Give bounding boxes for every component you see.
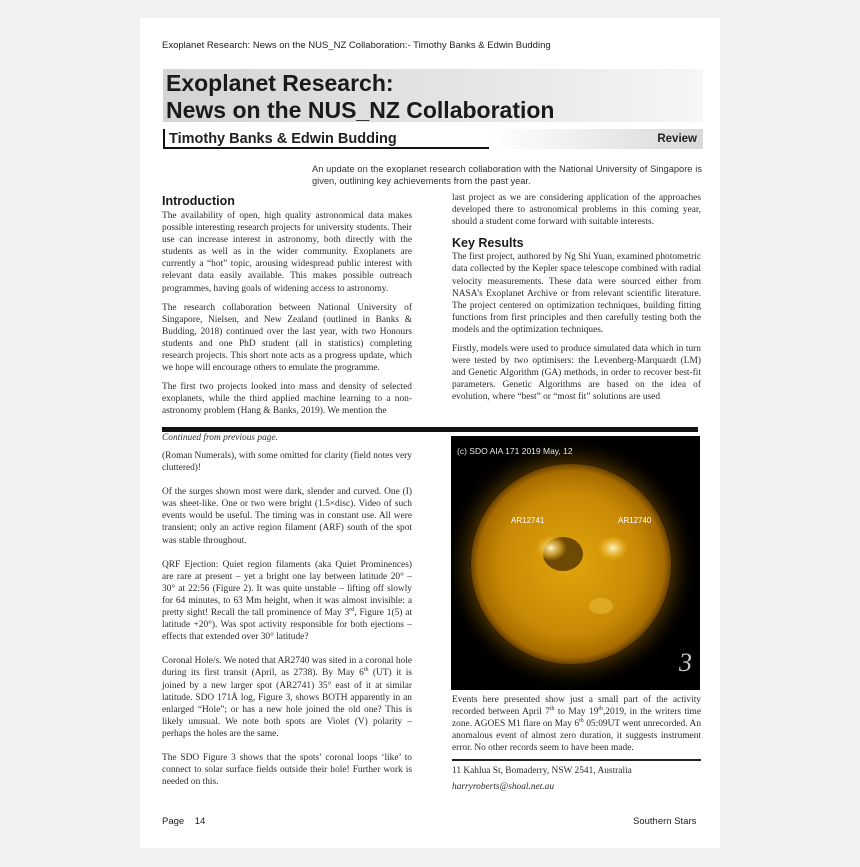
right-column-bottom (452, 694, 701, 761)
figure-number: 3 (679, 648, 692, 677)
sun-image-figure (451, 436, 700, 690)
page-number: Page 14 (162, 816, 206, 827)
continued-paragraph: last project as we are considering application of the approaches developed there to astronomical problems in this coming year, should a student come forward with suitable interests. (452, 193, 701, 228)
intro-paragraph: The research collaboration between National University of Singapore, Nielsen, and New Zealand (outlined in Banks & Budding, 2018) continued over the last year, with two Honours students and one PhD student (all in statistics) completing research projects. This short note acts as a progress update, which we hope will encourage others to emulate the programme. (162, 302, 412, 374)
active-region-ar12741 (535, 535, 567, 561)
intro-paragraph: The availability of open, high quality astronomical data makes possible interesting research projects for university students. Their use can increase interest in astronomy, both directly with the students as well as in the wider community. Exoplanets are currently a “hot” topic, arousing widespread public interest with relevant data easily available. This makes possible outreach programmes, having goals of widening access to astronomy. (162, 211, 412, 294)
observation-paragraph: Of the surges shown most were dark, slender and curved. One (I) was sheet-like. One or two were bright (1.5×disc). Video of such events would be useful. The timing was in constant use. All were transient; only an active region filament (ARF) south of the spot was stable throughout. (162, 487, 412, 546)
ar12741-label: AR12741 (511, 516, 545, 525)
address-divider (452, 759, 701, 761)
publication-name: Southern Stars (633, 816, 697, 827)
left-column-bottom (162, 450, 412, 800)
figure-caption: (c) SDO AIA 171 2019 May, 12 (457, 446, 573, 456)
observation-paragraph: Coronal Hole/s. We noted that AR2740 was sited in a coronal hole during its first transit (April, as 2738). By May 6th (UT) it is joined by a new larger spot (AR2741) 35° east of it at similar latitude. SDO 171Å log, Figure 3, shows BOTH apparently in an enlarged “Hole”; or has a new hole joined the old one? This is likely unusual. We note both spots are Violet (V) polarity – perhaps the holes are the same. (162, 656, 412, 739)
introduction-heading: Introduction (162, 194, 235, 208)
key-results-paragraph: Firstly, models were used to produce simulated data which in turn were tested by two optimisers: the Levenberg-Marquardt (LM) and Genetic Algorithm (GA) methods, in order to recover best-fit parameters. Genetic Algorithms are based on the idea of evolution, where “best” or “most fit” solutions are used (452, 344, 701, 403)
key-results-paragraph: The first project, authored by Ng Shi Yuan, examined photometric data collected by the Kepler space telescope combined with radial velocity measurements. These data were sourced either from NASA’s Exoplanet Archive or from relevant scientific literature. The project centered on optimization techniques, building fitting functions from first principles and then carefully testing both the models and the optimization techniques. (452, 252, 701, 335)
observation-paragraph: QRF Ejection: Quiet region filaments (aka Quiet Prominences) are rare at present – yet a bright one lay between latitude 20° – 30° at 22:56 (Figure 2). It was quite unstable – lifting off slowly for 64 minutes, to 63 Mm height, when it was almost invisible: a pretty sight! Recall the tall prominence of May 3rd, Figure 1(5) at latitude +20°). Was spot activity responsible for both ejections – effects that extended over 30° latitude? (162, 559, 412, 643)
author-address: 11 Kahlua St, Bomaderry, NSW 2541, Australia (452, 766, 632, 776)
bright-patch (589, 598, 613, 614)
abstract: An update on the exoplanet research collaboration with the National University of Singapore is given, outlining key achievements from the past year. (312, 164, 702, 186)
observation-paragraph: The SDO Figure 3 shows that the spots’ coronal loops ‘like’ to connect to solar surface fields outside their hole! Further work is needed on this. (162, 752, 412, 788)
continued-note: Continued from previous page. (162, 433, 278, 443)
active-region-ar12740 (597, 535, 629, 561)
introduction-body (162, 210, 412, 425)
events-paragraph: Events here presented show just a small part of the activity recorded between April 7th to May 19th,2019, in the writers time zone. AGOES M1 flare on May 6th 05:09UT went unrecorded. An anomalous event of almost zero duration, it suggests instrument error. No other records seem to have been made. (452, 695, 702, 754)
article-title (166, 70, 554, 124)
right-column-top (452, 192, 701, 411)
key-results-heading: Key Results (452, 236, 524, 251)
author-email[interactable]: harryroberts@shoal.net.au (452, 782, 555, 792)
title-line-2: News on the NUS_NZ Collaboration (166, 97, 555, 123)
sun-image (451, 436, 700, 690)
observation-paragraph: (Roman Numerals), with some omitted for clarity (field notes very cluttered)! (162, 451, 412, 474)
intro-paragraph: The first two projects looked into mass and density of selected exoplanets, while the third applied machine learning to a non-astronomy problem (Hang & Banks, 2019). We mention the (162, 382, 412, 417)
authors: Timothy Banks & Edwin Budding (163, 129, 489, 149)
title-line-1: Exoplanet Research: (166, 70, 394, 96)
running-header: Exoplanet Research: News on the NUS_NZ Collaboration:- Timothy Banks & Edwin Budding (162, 40, 551, 51)
section-divider (162, 427, 698, 432)
article-type-label: Review (489, 129, 703, 149)
ar12740-label: AR12740 (618, 516, 652, 525)
